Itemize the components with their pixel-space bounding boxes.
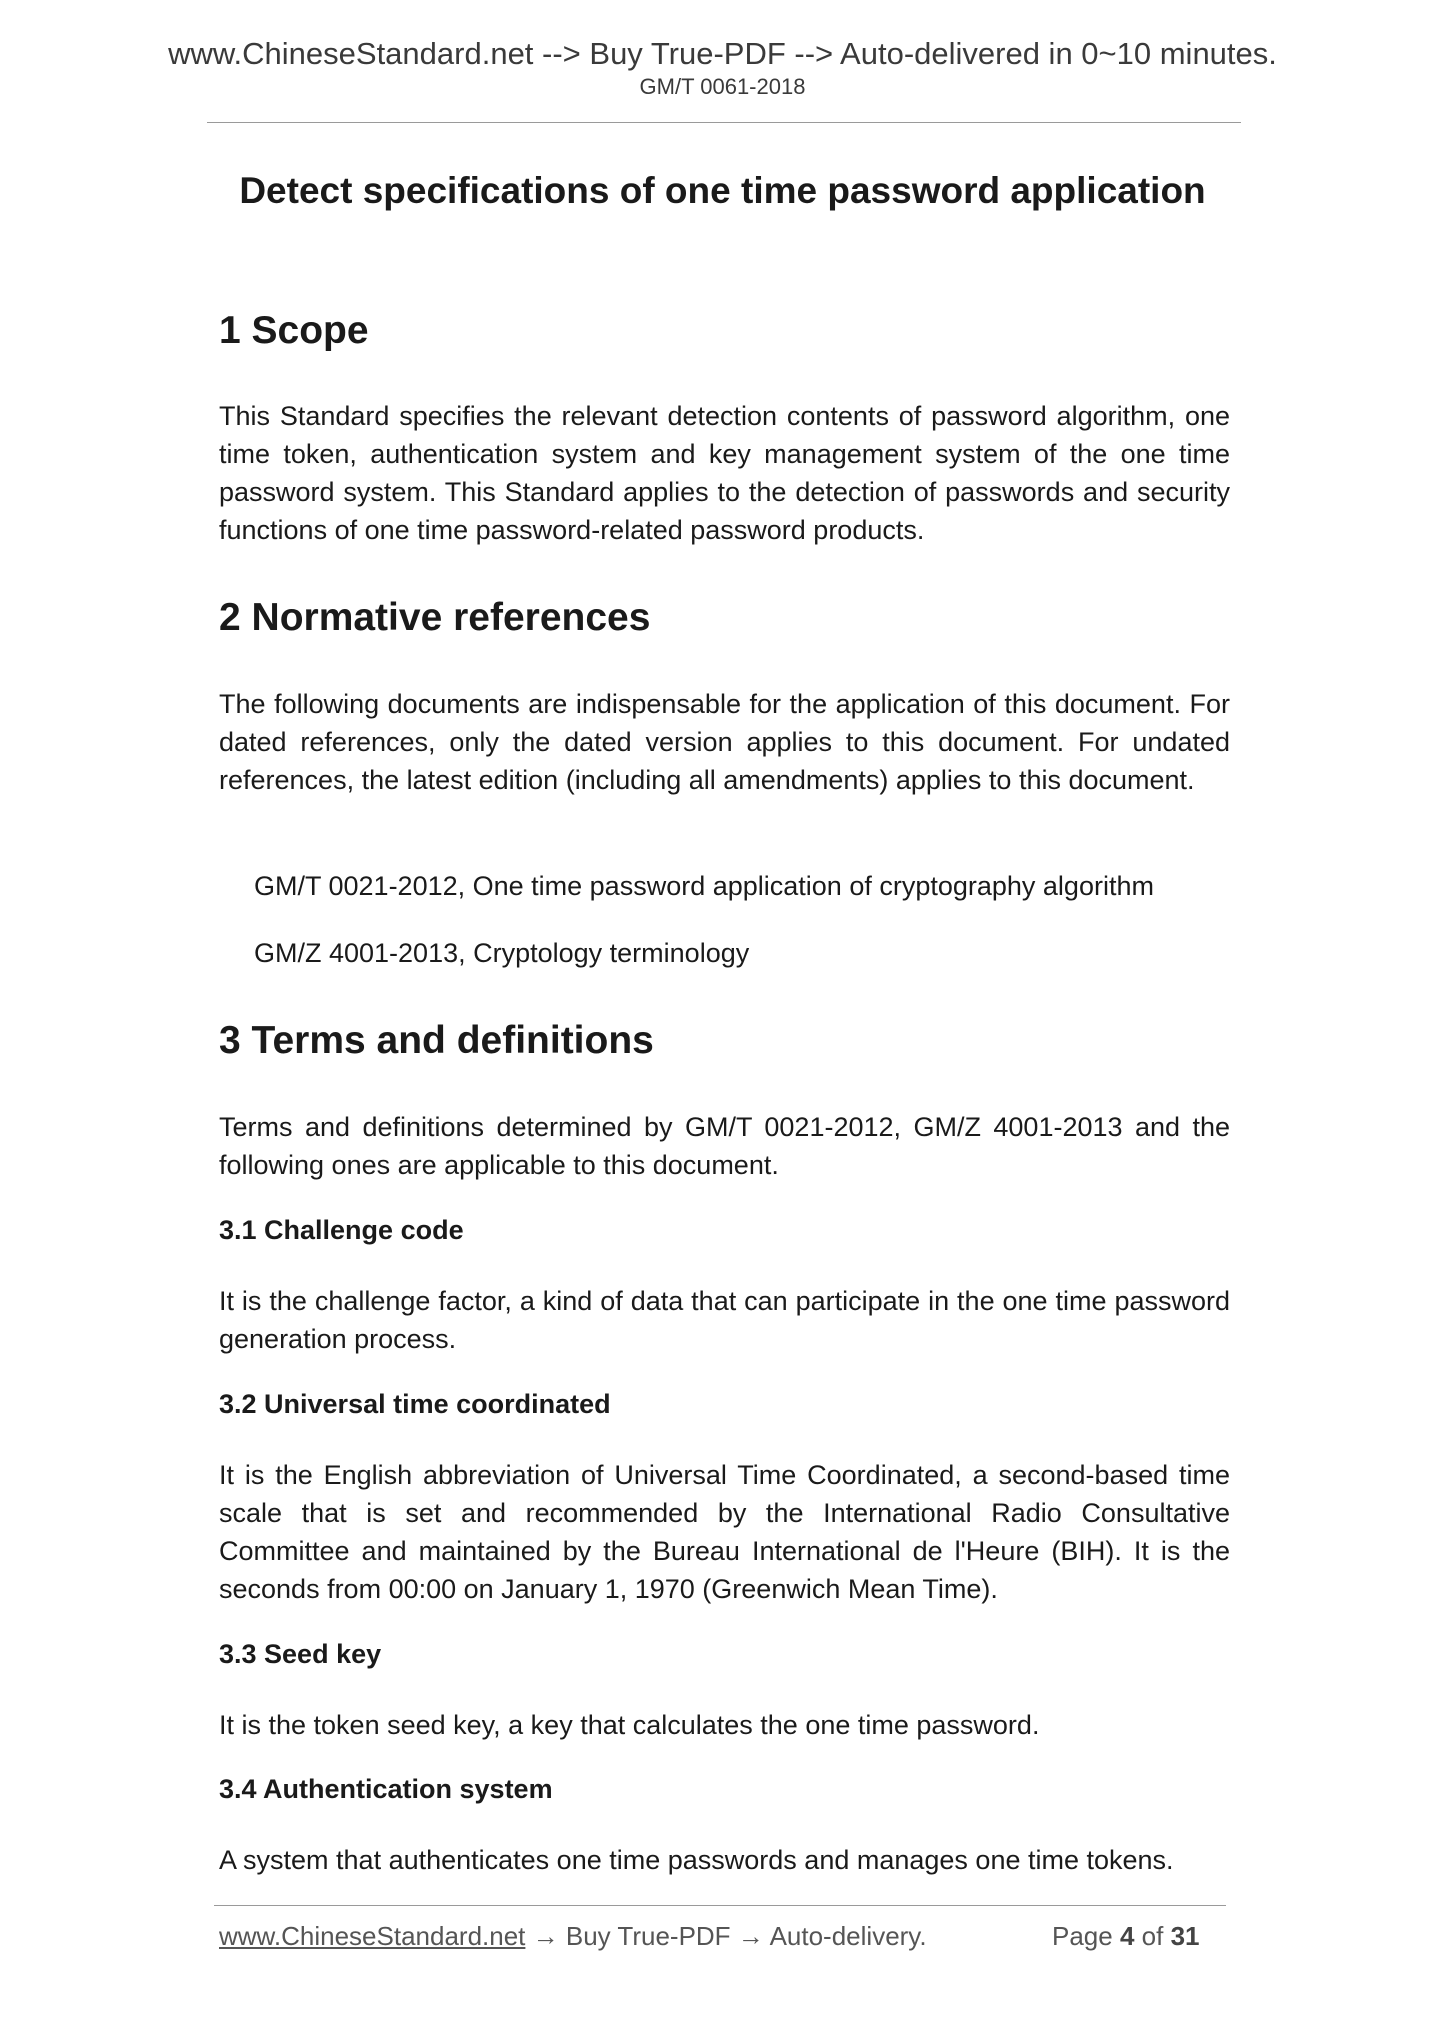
terms-intro-paragraph: Terms and definitions determined by GM/T 0021-2012, GM/Z 4001-2013 and the following ones are applicable to this document.: [219, 1112, 1230, 1180]
page-number: 4: [1119, 1921, 1135, 1951]
of-label: of: [1141, 1921, 1164, 1951]
section-heading-scope: 1 Scope: [219, 309, 369, 352]
section-heading-normative-references: 2 Normative references: [219, 596, 651, 639]
document-code: GM/T 0061-2018: [639, 74, 806, 99]
reference-item: GM/T 0021-2012, One time password application of cryptography algorithm: [254, 871, 1154, 901]
term-definition-seed-key: It is the token seed key, a key that calculates the one time password.: [219, 1710, 1040, 1740]
footer-promo-text: → Buy True-PDF → Auto-delivery.: [525, 1921, 927, 1951]
term-heading-challenge-code: 3.1 Challenge code: [219, 1215, 464, 1245]
scope-paragraph: This Standard specifies the relevant detection contents of password algorithm, one time token, authentication system and key management system of the one time password system. This Standard applies to the detection of passwords and security functions of one time password-related password products.: [219, 401, 1230, 545]
normative-references-paragraph: The following documents are indispensable for the application of this document. For dated references, only the dated version applies to this document. For undated references, the latest edition (including all amendments) applies to this document.: [219, 689, 1230, 795]
header-divider: [207, 122, 1241, 123]
document-title: Detect specifications of one time password application: [239, 170, 1206, 211]
page-label: Page: [1052, 1921, 1113, 1951]
page-indicator: [1052, 1923, 1200, 1949]
section-heading-terms-definitions: 3 Terms and definitions: [219, 1019, 654, 1062]
footer-divider: [214, 1905, 1226, 1906]
footer-site-link[interactable]: www.ChineseStandard.net: [219, 1921, 526, 1951]
footer-promo: [219, 1923, 927, 1949]
term-heading-seed-key: 3.3 Seed key: [219, 1639, 382, 1669]
reference-item: GM/Z 4001-2013, Cryptology terminology: [254, 938, 750, 968]
term-heading-utc: 3.2 Universal time coordinated: [219, 1389, 611, 1419]
term-definition-challenge-code: It is the challenge factor, a kind of data that can participate in the one time password generation process.: [219, 1286, 1230, 1354]
term-definition-utc: It is the English abbreviation of Universal Time Coordinated, a second-based time scale that is set and recommended by the International Radio Consultative Committee and maintained by the Bureau International de l'Heure (BIH). It is the seconds from 00:00 on January 1, 1970 (Greenwich Mean Time).: [219, 1460, 1230, 1604]
page-total: 31: [1170, 1921, 1200, 1951]
site-banner: www.ChineseStandard.net --> Buy True-PDF --> Auto-delivered in 0~10 minutes.: [168, 36, 1277, 71]
term-definition-authentication-system: A system that authenticates one time passwords and manages one time tokens.: [219, 1845, 1174, 1875]
term-heading-authentication-system: 3.4 Authentication system: [219, 1774, 553, 1804]
